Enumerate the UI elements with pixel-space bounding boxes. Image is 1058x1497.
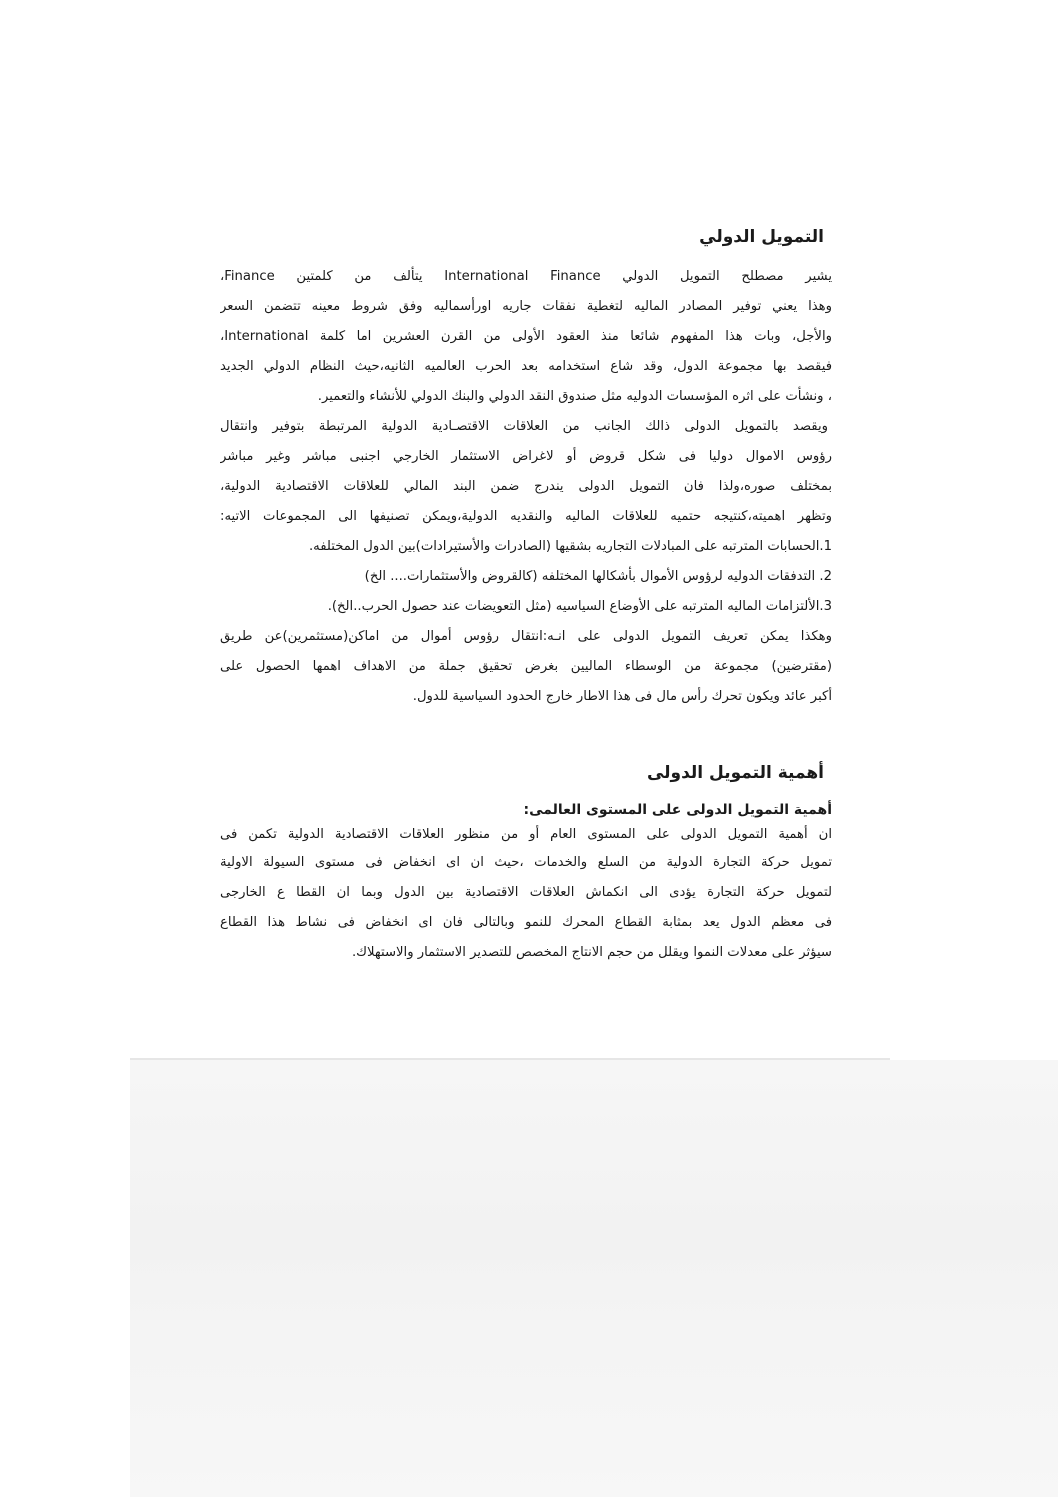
section2-paragraphs: [220, 822, 832, 968]
list-item: 3.الألتزامات الماليه المترتبه على الأوضاع السياسيه (مثل التعويضات عند حصول الحرب..الخ).: [327, 599, 832, 614]
document-body: [220, 222, 832, 968]
text-line: لتمويل حركة التجارة يؤدى الى انكماش العلاقات الاقتصادية بين الدول وبما ان القطا ع الخارجى: [220, 885, 832, 900]
text-line: فيقصد بها مجموعة الدول، وقد شاع استخدامه بعد الحرب العالميه الثانيه،حيث النظام الدولي الجديد: [220, 359, 832, 374]
text-line: ويقصد بالتمويل الدولى ذالك الجانب من العلاقات الاقتصـادية الدولية المرتبطة بتوفير وانتقال: [220, 419, 828, 434]
list-item: 2. التدفقات الدوليه لرؤوس الأموال بأشكالها المختلفه (كالقروض والأستثمارات.... الخ): [364, 569, 832, 584]
text-line: تمويل حركة التجارة الدولية من السلع والخدمات ،حيث ان اى انخفاض فى مستوى السيولة الاولية: [220, 855, 832, 870]
scan-shadow-band: [130, 1060, 1058, 1497]
text-line: وهذا يعني توفير المصادر الماليه لتغطية نفقات جاريه اورأسماليه وفق شروط معينه تتضمن السعر: [220, 299, 832, 314]
section-heading-international-finance: التمويل الدولي: [699, 227, 824, 247]
text-line: وتظهر اهميته،كنتيجه حتميه للعلاقات الماليه والنقديه الدولية،ويمكن تصنيفها الى المجموعات الاتيه:: [220, 509, 832, 524]
section1-paragraphs: [220, 262, 832, 712]
text-line: وهكذا يمكن تعريف التمويل الدولى على انـه:انتقال رؤوس أموال من اماكن(مستثمرين)عن طريق: [220, 629, 832, 644]
text-line: فى معظم الدول يعد بمثابة القطاع المحرك للنمو وبالتالى فان اى انخفاض فى نشاط هذا القطاع: [220, 915, 832, 930]
section-heading-importance: أهمية التمويل الدولى: [646, 763, 824, 783]
subheading-global-level: أهمية التمويل الدولى على المستوى العالمى:: [523, 802, 832, 818]
text-line: أكبر عائد ويكون تحرك رأس مال فى هذا الاطار خارج الحدود السياسية للدول.: [412, 689, 832, 704]
text-line: ان أهمية التمويل الدولى على المستوى العام أو من منظور العلاقات الاقتصادية الدولية تكمن فى: [220, 827, 832, 842]
text-line: رؤوس الاموال دوليا فى شكل قروض أو لاغراض الاستثمار الخارجي اجنبى مباشر وغير مباشر: [220, 449, 832, 464]
text-line: والأجل، وبات هذا المفهوم شائعا منذ العقود الأولى من القرن العشرين اما كلمة International،: [220, 329, 832, 344]
section-spacer: [220, 712, 832, 758]
text-line: يشير مصطلح التمويل الدولي International Finance يتألف من كلمتين Finance،: [220, 269, 832, 284]
text-line: ، ونشأت على اثره المؤسسات الدوليه مثل صندوق النقد الدولي والبنك الدولي للأنشاء والتعمير.: [317, 389, 832, 404]
text-line: بمختلف صوره،ولذا فان التمويل الدولى يندرج ضمن البند المالي للعلاقات الاقتصادية الدولية،: [220, 479, 832, 494]
list-item: 1.الحسابات المترتبه على المبادلات التجاريه بشقيها (الصادرات والأستيرادات)بين الدول المختلفه.: [308, 539, 832, 554]
text-line: (مقترضين) مجموعة من الوسطاء الماليين بغرض تحقيق جملة من الاهداف اهمها الحصول على: [220, 659, 832, 674]
text-line: سيؤثر على معدلات النموا ويقلل من حجم الانتاج المخصص للتصدير الاستثمار والاستهلاك.: [351, 945, 832, 960]
